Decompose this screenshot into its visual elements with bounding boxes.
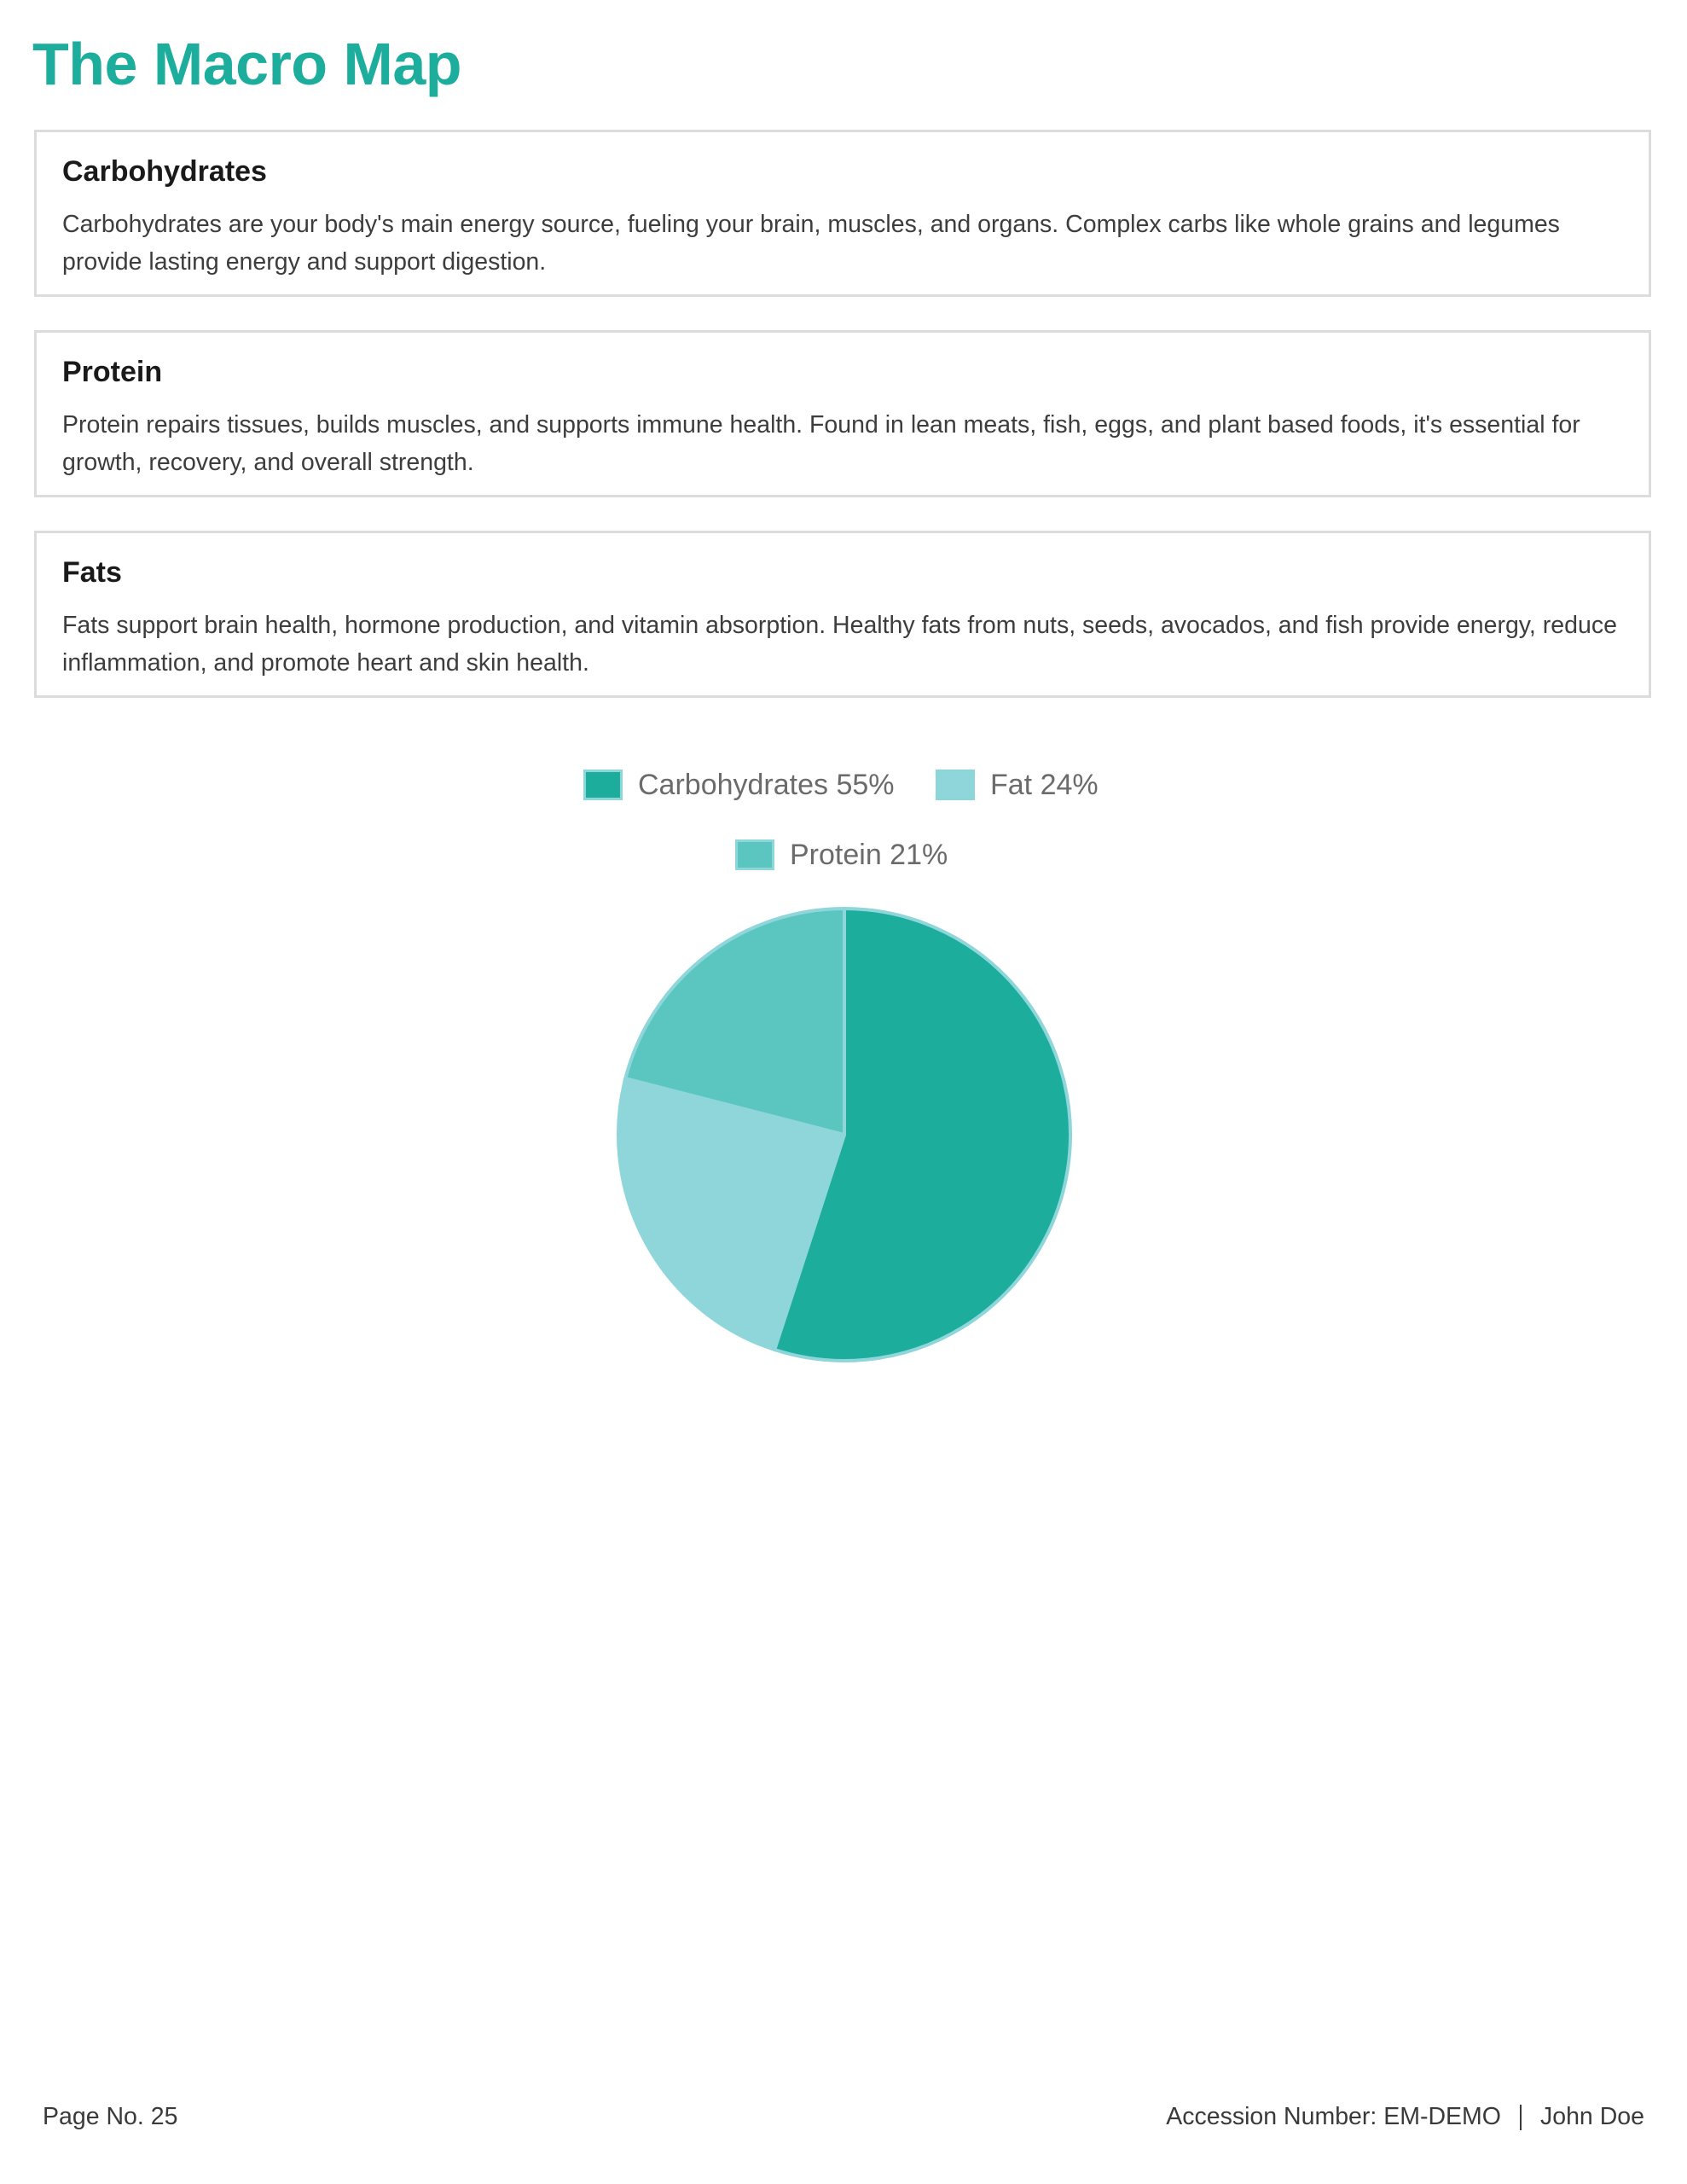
legend-label-protein: Protein 21% [790, 838, 948, 871]
macro-pie-chart [588, 879, 1100, 1391]
page-number: Page No. 25 [43, 2103, 178, 2130]
legend-item-carbohydrates[interactable] [583, 766, 895, 804]
legend-item-fat[interactable] [936, 766, 1099, 804]
accession-number: Accession Number: EM-DEMO [1166, 2103, 1501, 2130]
carbohydrates-card [34, 130, 1651, 297]
footer-divider [1520, 2105, 1522, 2130]
protein-card [34, 330, 1651, 497]
carbohydrates-description: Carbohydrates are your body's main energy source, fueling your brain, muscles, and organs. Complex carbs like whole grains and legumes provide lasting energy and support digestion. [62, 211, 1560, 276]
legend-swatch-protein [735, 839, 774, 870]
footer-info [1166, 2103, 1644, 2131]
fats-card [34, 531, 1651, 698]
protein-description: Protein repairs tissues, builds muscles, and supports immune health. Found in lean meats, fish, eggs, and plant based foods, it's essential for growth, recovery, and overall strength. [62, 411, 1580, 476]
protein-heading: Protein [62, 356, 163, 388]
fats-description: Fats support brain health, hormone production, and vitamin absorption. Healthy fats from nuts, seeds, avocados, and fish provide energy, reduce inflammation, and promote heart and skin health. [62, 612, 1617, 677]
legend-swatch-carbohydrates [583, 770, 623, 800]
legend-swatch-fat [936, 770, 975, 800]
fats-heading: Fats [62, 556, 122, 589]
patient-name: John Doe [1539, 2103, 1644, 2130]
page-title: The Macro Map [32, 31, 462, 97]
legend-item-protein[interactable] [735, 836, 948, 874]
legend-label-fat: Fat 24% [990, 768, 1099, 801]
carbohydrates-heading: Carbohydrates [62, 155, 267, 188]
legend-label-carbohydrates: Carbohydrates 55% [638, 768, 895, 801]
